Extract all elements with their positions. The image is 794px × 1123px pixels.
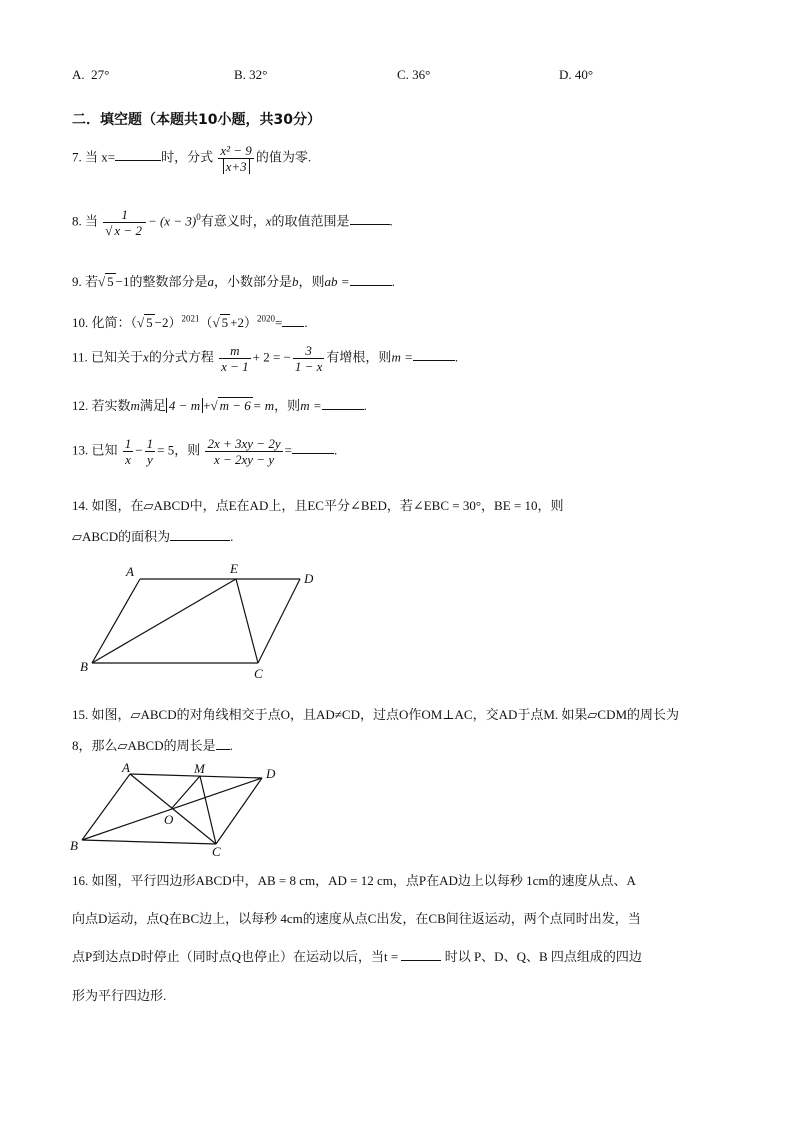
label-d: D [304, 571, 314, 586]
label-c: C [254, 666, 263, 681]
label-a: A [122, 760, 130, 775]
segment-dc [216, 778, 262, 844]
answer-blank[interactable] [216, 737, 230, 750]
segment-bc [82, 840, 216, 844]
answer-blank[interactable] [292, 441, 334, 454]
answer-blank[interactable] [282, 314, 304, 327]
label-a: A [126, 564, 134, 579]
segment-ab [92, 579, 140, 663]
label-e: E [230, 561, 238, 576]
question-14-line2: ▱ABCD的面积为 . [72, 529, 234, 544]
answer-blank[interactable] [115, 148, 161, 161]
option-b: B. 32° [234, 67, 268, 82]
question-16-line1: 16. 如图，平行四边形ABCD中，AB = 8 cm，AD = 12 cm，点P在AD边上以每秒 1cm的速度从点、A [72, 873, 636, 888]
segment-ec [236, 579, 258, 663]
answer-blank[interactable] [170, 528, 230, 541]
segment-ac [130, 774, 216, 844]
question-10: 10. 化简：（√ 5 −2）$^{2021}$（√ 5 +2）$^{2020}$= . [72, 313, 308, 330]
question-8: 8. 当 $\frac{1}{√ x - 2}$ − $(x - 3)^0$有意义时，x的取值范围是 . [72, 207, 393, 238]
option-a: A. 27° [72, 67, 110, 82]
segment-mc [200, 776, 216, 844]
question-12: 12. 若实数m满足 4 − m +√ m − 6 = m，则m = . [72, 398, 367, 413]
question-16-line4: 形为平行四边形. [72, 988, 167, 1003]
question-9: 9. 若√ 5 −1的整数部分是a，小数部分是b，则ab = . [72, 274, 395, 289]
question-11: 11. 已知关于x的分式方程 $\frac{m}{x - 1}$ + 2 = − $\frac{3}{1 - x}$ 有增根，则m = . [72, 343, 459, 374]
label-d: D [266, 766, 276, 781]
question-15-line2: 8，那么▱ABCD的周长是 . [72, 738, 233, 753]
figure-14-parallelogram [70, 555, 330, 685]
segment-mo [172, 776, 200, 808]
question-16-line2: 向点D运动，点Q在BC边上，以每秒 4cm的速度从点C出发，在CB间往返运动，两个点同时出发，当 [72, 911, 641, 926]
answer-blank[interactable] [413, 348, 455, 361]
question-13: 13. 已知 $\frac{1}{x}$ − $\frac{1}{y}$ = 5，则 $\frac{2x + 3xy - 2y}{x - 2xy - y}$ = . [72, 436, 338, 467]
section-heading: 二．填空题（本题共10小题，共30分） [72, 112, 321, 128]
segment-be [92, 579, 236, 663]
question-16-line3: 点P到达点D时停止（同时点Q也停止）在运动以后，当t = 时以 P、D、Q、B 四点组成的四边 [72, 949, 642, 964]
label-c: C [212, 844, 221, 856]
option-c: C. 36° [397, 67, 431, 82]
answer-blank[interactable] [350, 212, 390, 225]
label-o: O [164, 812, 174, 827]
segment-ab [82, 774, 130, 840]
question-15-line1: 15. 如图，▱ABCD的对角线相交于点O，且AD≠CD，过点O作OM⊥AC，交AD于点M. 如果▱CDM的周长为 [72, 707, 680, 722]
question-14-line1: 14. 如图，在▱ABCD中，点E在AD上，且EC平分∠BED，若∠EBC = 30°，BE = 10，则 [72, 498, 564, 513]
option-d: D. 40° [559, 67, 594, 82]
answer-blank[interactable] [350, 273, 392, 286]
label-m: M [194, 761, 205, 776]
segment-dc [258, 579, 300, 663]
segment-bd [82, 778, 262, 840]
label-b: B [70, 838, 78, 853]
question-7: 7. 当 x= 时，分式 $\frac{\text{x² − 9}}{x+3}$ 的值为零. [72, 143, 312, 174]
label-b: B [80, 659, 88, 674]
answer-blank[interactable] [322, 397, 364, 410]
answer-blank[interactable] [401, 948, 441, 961]
figure-15-parallelogram [66, 760, 296, 856]
